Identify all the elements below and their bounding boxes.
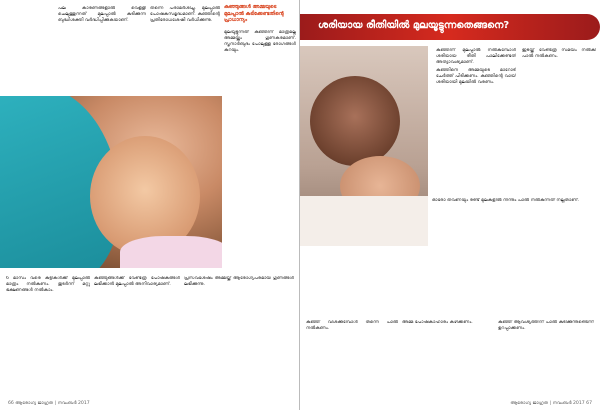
left-col-1: പല കാരണങ്ങളാൽ വെളളി ചെലുത്തുന്നത് മുലപ്പാൽ കുടിക്കുന്ന ബുദ്ധിശക്തി വർദ്ധിപ്പിക്കുകയാണ്. (58, 6, 146, 23)
left-footer: 66 ആരോഗ്യ ജാഗ്രത | നവംബർ 2017 (8, 401, 90, 406)
right-col-1: കുഞ്ഞിന് മുലപ്പാൽ നൽകുമ്പോൾ ശരിയായ രീതി പാലിക്കേണ്ടത് അത്യാവശ്യമാണ്. കുഞ്ഞിനെ അമ്മയുടെ മാറോട് ചേർത്ത് പിടിക്കണം. കുഞ്ഞിന്റെ വായ് ശരിയായി മുലയിൽ വരണം. (436, 48, 516, 85)
left-col-3: മുലയൂട്ടുന്നത് കുഞ്ഞിന് മാത്രമല്ല അമ്മയ്ക്കും ഗുണകരമാണ്. സ്തനാർബുദം പോലുള്ള രോഗങ്ങൾ കുറയും. (224, 30, 296, 53)
right-bottom-col-2: അമ്മ പോഷകാഹാരം കഴിക്കണം. (402, 320, 473, 325)
right-col-2b: ഓരോ തവണയും രണ്ട് മുലകളിൽ നിന്നും പാൽ നൽകുന്നത് നല്ലതാണ്. (432, 198, 580, 203)
title-band (300, 14, 600, 40)
left-bottom-col-3: പ്രസവശേഷം അമ്മയ്ക്ക് ആരോഗ്യപരമായ ഗുണങ്ങൾ ലഭിക്കുന്നു. (184, 276, 294, 287)
right-bottom-col-3: കുഞ്ഞ് ആവശ്യത്തിന് പാൽ കുടിക്കുന്നുണ്ടെന്ന് ഉറപ്പാക്കണം. (498, 320, 594, 331)
breastfeeding-photo (0, 96, 222, 268)
mother-head (310, 76, 400, 166)
blanket (300, 196, 428, 246)
left-subhead: കുഞ്ഞുങ്ങൾ അമ്മയുടെ മുലപ്പാൽ കുടിക്കേണ്ടതിന്റെ പ്രാധാന്യം (224, 4, 284, 23)
right-page (300, 0, 600, 410)
right-col-2: ഇടയ്ക്ക് വേണ്ടത്ര സമയം നൽകി പാൽ നൽകണം. (522, 48, 596, 59)
left-bottom-col-1: 6 മാസം വരെ കുട്ടികൾക്ക് മുലപ്പാൽ മാത്രം നൽകണം. തുടർന്ന് മറ്റു ഭക്ഷണങ്ങൾ നൽകാം. (6, 276, 90, 293)
article-title: ശരിയായ രീതിയിൽ മുലയൂട്ടുന്നതെങ്ങനെ? (318, 20, 510, 31)
right-footer: ആരോഗ്യ ജാഗ്രത | നവംബർ 2017 67 (510, 401, 592, 406)
mother-baby-photo (300, 46, 428, 246)
left-col-2: തന്നെ പരാമർശിച്ചു. മുലപ്പാൽ പോഷകസമൃദ്ധമാണ്. കുഞ്ഞിന്റെ പ്രതിരോധശേഷി വർധിക്കുന്നു. (150, 6, 220, 23)
right-bottom-col-1: കുഞ്ഞ് വിശക്കുമ്പോൾ തന്നെ പാൽ നൽകണം. (306, 320, 398, 331)
baby-cloth (120, 236, 222, 268)
left-bottom-col-2: കുഞ്ഞുങ്ങൾക്ക് വേണ്ടത്ര പോഷകങ്ങൾ ലഭിക്കാൻ മുലപ്പാൽ അനിവാര്യമാണ്. (94, 276, 180, 287)
